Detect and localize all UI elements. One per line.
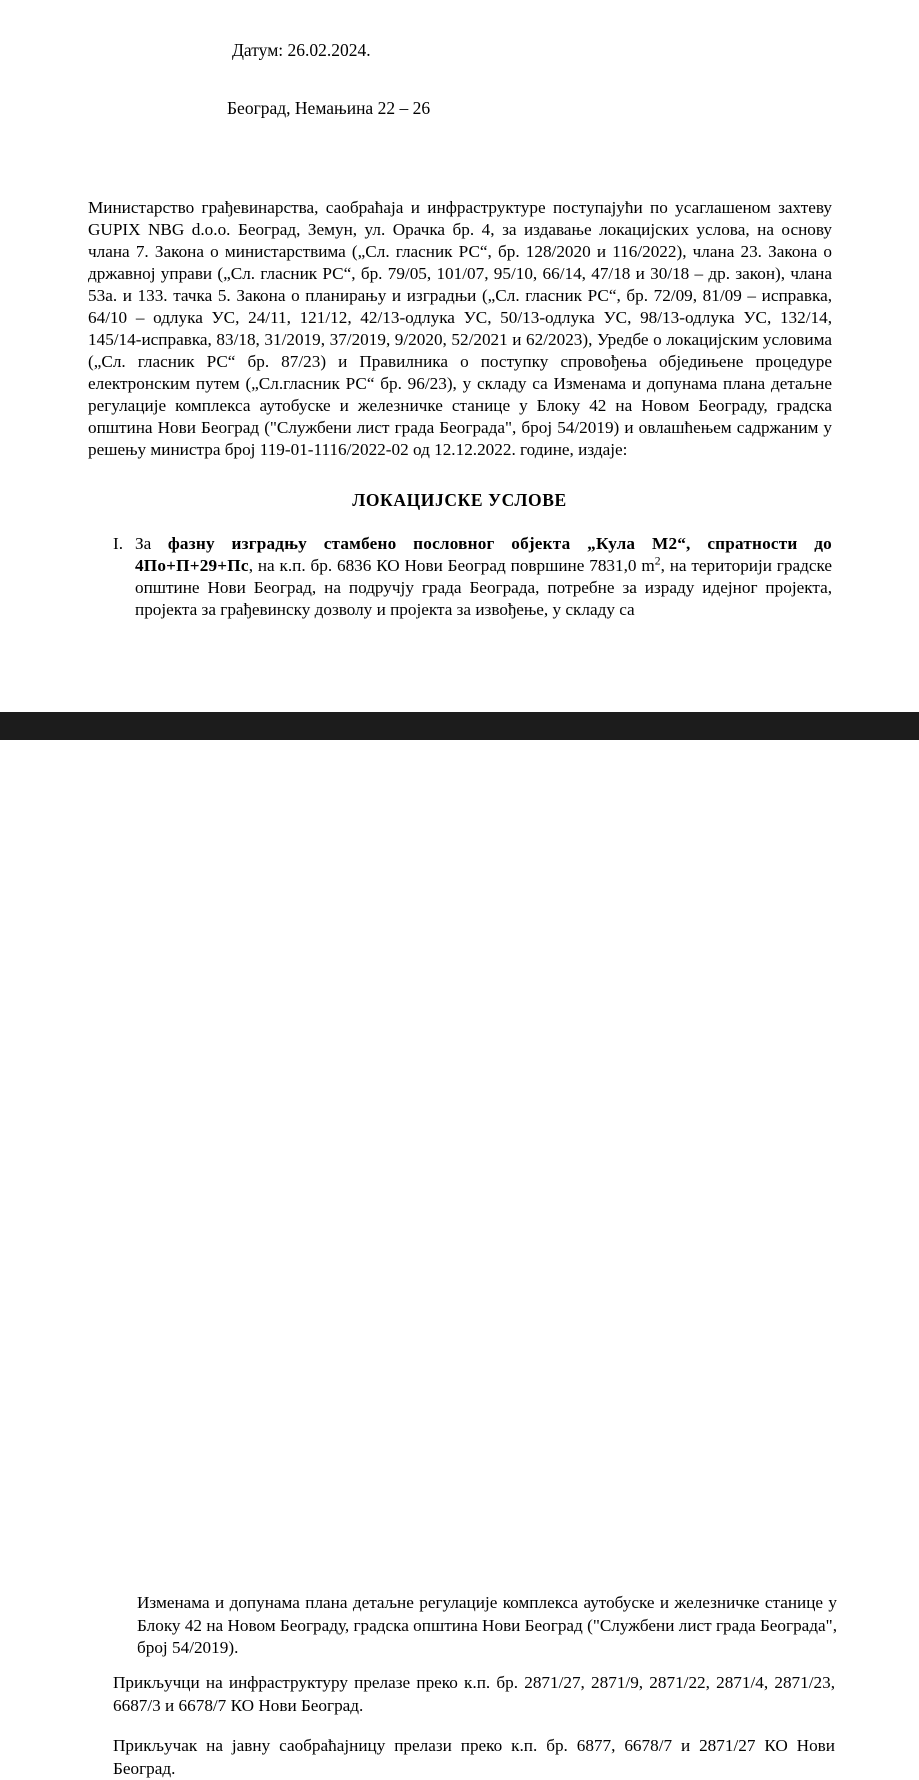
bottom-paragraph-infrastructure: Прикључци на инфраструктуру прелазе преко к.п. бр. 2871/27, 2871/9, 2871/22, 2871/4, 2871/23, 6687/3 и 6678/7 КО Нови Београд. xyxy=(113,1673,835,1715)
item-one-block xyxy=(113,533,832,621)
item-lead-text: За xyxy=(135,534,168,553)
page-sheet-top xyxy=(0,0,919,712)
date-line: Датум: 26.02.2024. xyxy=(232,40,371,60)
item-tail-text: , на територији градске општине Нови Београд, на подручју града Београда, потребне за израду идејног пројекта, пројекта за грађевинску дозволу и пројекта за извођење, у складу са xyxy=(135,556,832,620)
item-number: I. xyxy=(113,534,124,553)
item-rest-text: , на к.п. бр. 6836 КО Нови Београд површине 7831,0 m xyxy=(248,556,655,576)
page-separator-band xyxy=(0,712,919,740)
bottom-paragraph-plan: Изменама и допунама плана детаљне регулације комплекса аутобуске и железничке станице у Блоку 42 на Новом Београду, градска општина Нови Београд ("Службени лист града Београда", број 54/2019). xyxy=(137,1593,837,1657)
intro-paragraph: Министарство грађевинарства, саобраћаја и инфраструктуре поступајући по усаглашеном захтеву GUPIX NBG d.o.o. Београд, Земун, ул. Орачка бр. 4, за издавање локацијских услова, на основу члана 7. Закона о министарствима („Сл. гласник РС“, бр. 128/2020 и 116/2022), члана 23. Закона о државној управи („Сл. гласник РС“, бр. 79/05, 101/07, 95/10, 66/14, 47/18 и 30/18 – др. закон), члана 53а. и 133. тачка 5. Закона о планирању и изградњи („Сл. гласник РС“, бр. 72/09, 81/09 – исправка, 64/10 – одлука УС, 24/11, 121/12, 42/13-одлука УС, 50/13-одлука УС, 98/13-одлука УС, 132/14, 145/14-исправка, 83/18, 31/2019, 37/2019, 9/2020, 52/2021 и 62/2023), Уредбе о локацијским условима („Сл. гласник РС“ бр. 87/23) и Правилника о поступку спровођења обједињене процедуре електронским путем („Сл.гласник РС“ бр. 96/23), у складу са Изменама и допунама плана детаљне регулације комплекса аутобуске и железничке станице у Блоку 42 на Новом Београду, градска општина Нови Београд ("Службени лист града Београда", број 54/2019) и овлашћењем садржаним у решењу министра број 119-01-1116/2022-02 од 12.12.2022. године, издаје: xyxy=(88,198,832,460)
item-superscript: 2 xyxy=(654,554,661,568)
item-body xyxy=(113,533,832,621)
document-title: ЛОКАЦИЈСКЕ УСЛОВЕ xyxy=(352,490,567,510)
intro-paragraph-block xyxy=(88,197,832,461)
address-line: Београд, Немањина 22 – 26 xyxy=(227,98,431,118)
item-bold-subject: фазну изградњу стамбено пословног објекта „Кула М2“, спратности до 4По+П+29+Пс xyxy=(135,534,832,576)
bottom-paragraph-road-connection: Прикључак на јавну саобраћајницу прелази преко к.п. бр. 6877, 6678/7 и 2871/27 КО Нови Београд. xyxy=(113,1736,835,1778)
page-sheet-bottom xyxy=(0,740,919,1778)
